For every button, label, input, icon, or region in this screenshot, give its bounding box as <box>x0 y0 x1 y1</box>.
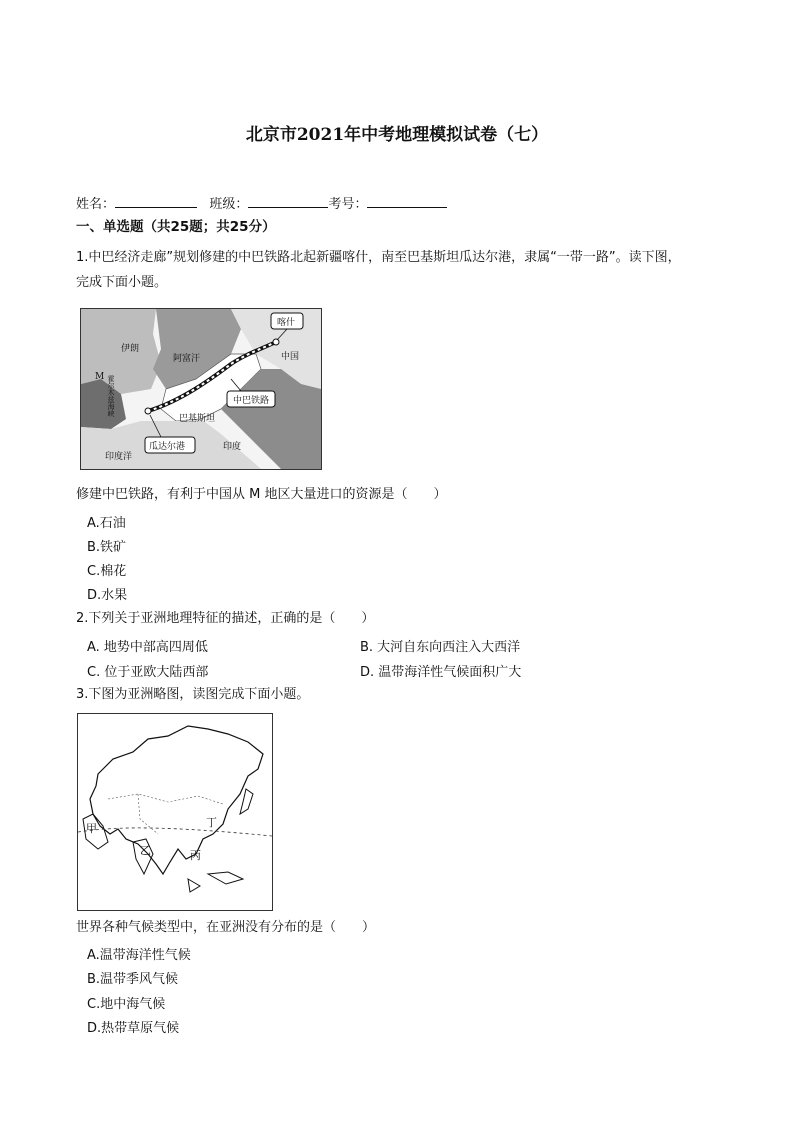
q2-option-a[interactable]: A. 地势中部高四周低 <box>87 640 208 655</box>
india-label: 印度 <box>223 442 242 452</box>
question-3-stem: 3.下图为亚洲略图，读图完成下面小题。 <box>76 687 310 702</box>
question-1-subquestion: 修建中巴铁路，有利于中国从 M 地区大量进口的资源是（ ） <box>76 487 447 502</box>
name-field[interactable] <box>115 195 197 208</box>
label-bing: 丙 <box>190 849 201 862</box>
name-label: 姓名： <box>76 197 116 212</box>
pakistan-label: 巴基斯坦 <box>179 414 216 424</box>
q3-option-b[interactable]: B.温带季风气候 <box>87 972 179 987</box>
question-2-stem: 2.下列关于亚洲地理特征的描述，正确的是（ ） <box>76 611 375 626</box>
kashgar-point <box>273 339 279 345</box>
student-info-row <box>76 193 447 212</box>
gwadar-label: 瓜达尔港 <box>149 442 186 452</box>
asia-map-svg <box>78 714 272 910</box>
label-jia: 甲 <box>86 822 97 835</box>
q2-option-c[interactable]: C. 位于亚欧大陆西部 <box>87 665 209 680</box>
iran-label: 伊朗 <box>121 344 140 354</box>
exam-no-label: 考号： <box>328 197 368 212</box>
q1-option-a[interactable]: A.石油 <box>87 516 126 531</box>
q2-option-d[interactable]: D. 温带海洋性气候面积广大 <box>360 665 522 680</box>
q1-option-b[interactable]: B.铁矿 <box>87 540 127 555</box>
afghanistan-label: 阿富汗 <box>173 354 201 364</box>
railway-label: 中巴铁路 <box>233 396 270 406</box>
china-label: 中国 <box>281 352 300 362</box>
m-label: M <box>95 372 105 382</box>
strait-label: 霍尔木兹海峡 <box>107 375 115 417</box>
question-1-stem <box>76 245 726 295</box>
q3-option-a[interactable]: A.温带海洋性气候 <box>87 948 191 963</box>
q1-option-c[interactable]: C.棉花 <box>87 564 127 579</box>
asia-sketch-map <box>77 713 273 911</box>
page-title: 北京市2021年中考地理模拟试卷（七） <box>245 125 549 145</box>
q2-option-b[interactable]: B. 大河自东向西注入大西洋 <box>360 640 521 655</box>
q3-option-d[interactable]: D.热带草原气候 <box>87 1021 180 1036</box>
railway-map-svg <box>81 309 321 469</box>
gwadar-point <box>145 408 151 414</box>
china-pakistan-railway-map <box>80 308 322 470</box>
exam-no-field[interactable] <box>367 195 447 208</box>
q1-option-d[interactable]: D.水果 <box>87 588 128 603</box>
label-yi: 乙 <box>140 844 151 857</box>
section-heading: 一、单选题（共25题；共25分） <box>76 219 276 235</box>
indian-ocean-label: 印度洋 <box>105 452 133 462</box>
class-field[interactable] <box>248 195 328 208</box>
question-3-subquestion: 世界各种气候类型中，在亚洲没有分布的是（ ） <box>76 920 376 935</box>
question-1-line2: 完成下面小题。 <box>76 275 168 290</box>
class-label: 班级： <box>209 197 249 212</box>
label-ding: 丁 <box>206 816 217 829</box>
kashgar-label: 喀什 <box>277 318 296 328</box>
question-1-line1: 1.中巴经济走廊”规划修建的中巴铁路北起新疆喀什，南至巴基斯坦瓜达尔港，隶属“一带一路”。读下图， <box>76 250 681 265</box>
q3-option-c[interactable]: C.地中海气候 <box>87 997 166 1012</box>
